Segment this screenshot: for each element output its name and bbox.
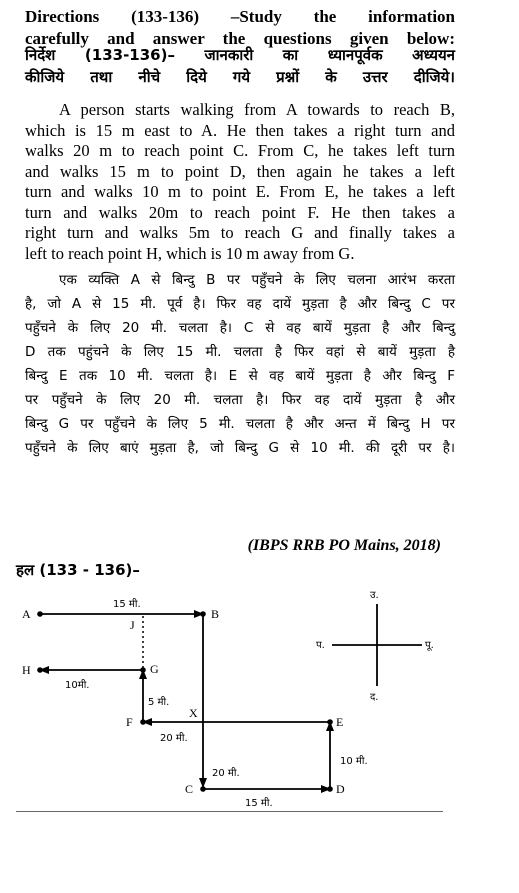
distance-ab: 15 मी. <box>113 599 141 610</box>
point-h-dot <box>37 667 43 673</box>
label-e: E <box>336 715 344 729</box>
label-j: J <box>130 618 135 632</box>
point-c-dot <box>200 786 206 792</box>
passage-hi-line: D तक पहुंचने के लिए 15 मी. चलता है फिर वहां से बायें मुड़ता है <box>25 344 455 360</box>
passage-en-line: turn and walks 20m to reach point F. He then takes a <box>25 202 455 222</box>
passage-en-line: right turn and walks 5m to reach G and finally takes a <box>25 223 455 242</box>
directions-line-1: Directions (133-136) –Study the information <box>25 7 455 26</box>
distance-ef: 20 मी. <box>160 733 188 744</box>
passage-hi-line: पहुँचने के लिए बाएं मुड़ता है, जो बिन्दु G से 10 मी. की दूरी पर है। <box>25 440 455 456</box>
point-b-dot <box>200 611 206 617</box>
passage-hi-line: बिन्दु G पर पहुँचने के लिए 5 मी. चलता है और अन्त में बिन्दु H पर <box>25 416 455 432</box>
passage-en-line: A person starts walking from A towards to reach B, <box>59 100 455 119</box>
point-f-dot <box>140 719 146 725</box>
distance-cd: 15 मी. <box>245 798 273 809</box>
compass-south: द. <box>370 692 379 703</box>
label-d: D <box>336 782 345 796</box>
direction-diagram <box>0 580 519 810</box>
label-h: H <box>22 663 31 677</box>
directions-hindi <box>25 44 455 88</box>
hindi-directions-line-2: कीजिये तथा नीचे दिये गये प्रश्नों के उत्तर दीजिये। <box>25 68 455 86</box>
distance-de: 10 मी. <box>340 756 368 767</box>
solution-heading: हल (133 - 136)– <box>16 561 140 579</box>
compass-north: उ. <box>370 590 379 601</box>
label-g: G <box>150 662 159 676</box>
label-a: A <box>22 607 31 621</box>
hindi-directions-line-1: निर्देश (133-136)– जानकारी का ध्यानपूर्वक अध्ययन <box>25 46 455 64</box>
passage-hi-line: पहुँचने के लिए 20 मी. चलता है। C से वह बायें मुड़ता है और बिन्दु <box>25 320 455 336</box>
passage-english <box>25 100 455 264</box>
point-d-dot <box>327 786 333 792</box>
compass <box>316 590 434 703</box>
point-a-dot <box>37 611 43 617</box>
passage-en-line: left to reach point H, which is 10 m away from G. <box>25 243 355 263</box>
passage-en-line: which is 15 m east to A. He then takes a right turn and <box>25 120 455 140</box>
passage-hi-line: है, जो A से 15 मी. पूर्व है। फिर वह दायें मुड़ता है और बिन्दु C पर <box>25 296 455 312</box>
label-x: X <box>189 706 198 720</box>
directions-line-2: carefully and answer the questions given below: <box>25 29 455 48</box>
passage-hi-line: बिन्दु E तक 10 मी. चलता है। E से वह बायें मुड़ता है और बिन्दु F <box>25 368 455 384</box>
passage-en-line: turn and walks 10 m to point E. From E, he takes a left <box>25 182 455 201</box>
distance-bc: 20 मी. <box>212 768 240 779</box>
compass-east: पू. <box>425 640 434 651</box>
passage-en-line: walks 20 m to reach point C. From C, he takes left turn <box>25 141 455 160</box>
compass-west: प. <box>316 640 325 651</box>
point-g-dot <box>140 667 146 673</box>
passage-hindi <box>25 268 455 460</box>
label-b: B <box>211 607 220 621</box>
label-f: F <box>126 715 133 729</box>
distance-fg: 5 मी. <box>148 697 170 708</box>
point-e-dot <box>327 719 333 725</box>
label-c: C <box>185 782 194 796</box>
bottom-divider <box>16 811 443 812</box>
exam-source: (IBPS RRB PO Mains, 2018) <box>247 537 441 554</box>
passage-hi-line: एक व्यक्ति A से बिन्दु B पर पहुँचने के लिए चलना आरंभ करता <box>59 272 455 288</box>
distance-gh: 10मी. <box>65 680 90 691</box>
passage-en-line: and walks 15 m to point D, then again he takes a left <box>25 161 455 181</box>
passage-hi-line: पर पहुँचने के लिए 20 मी. चलता है। फिर वह दायें मुड़ता है और <box>25 392 455 408</box>
